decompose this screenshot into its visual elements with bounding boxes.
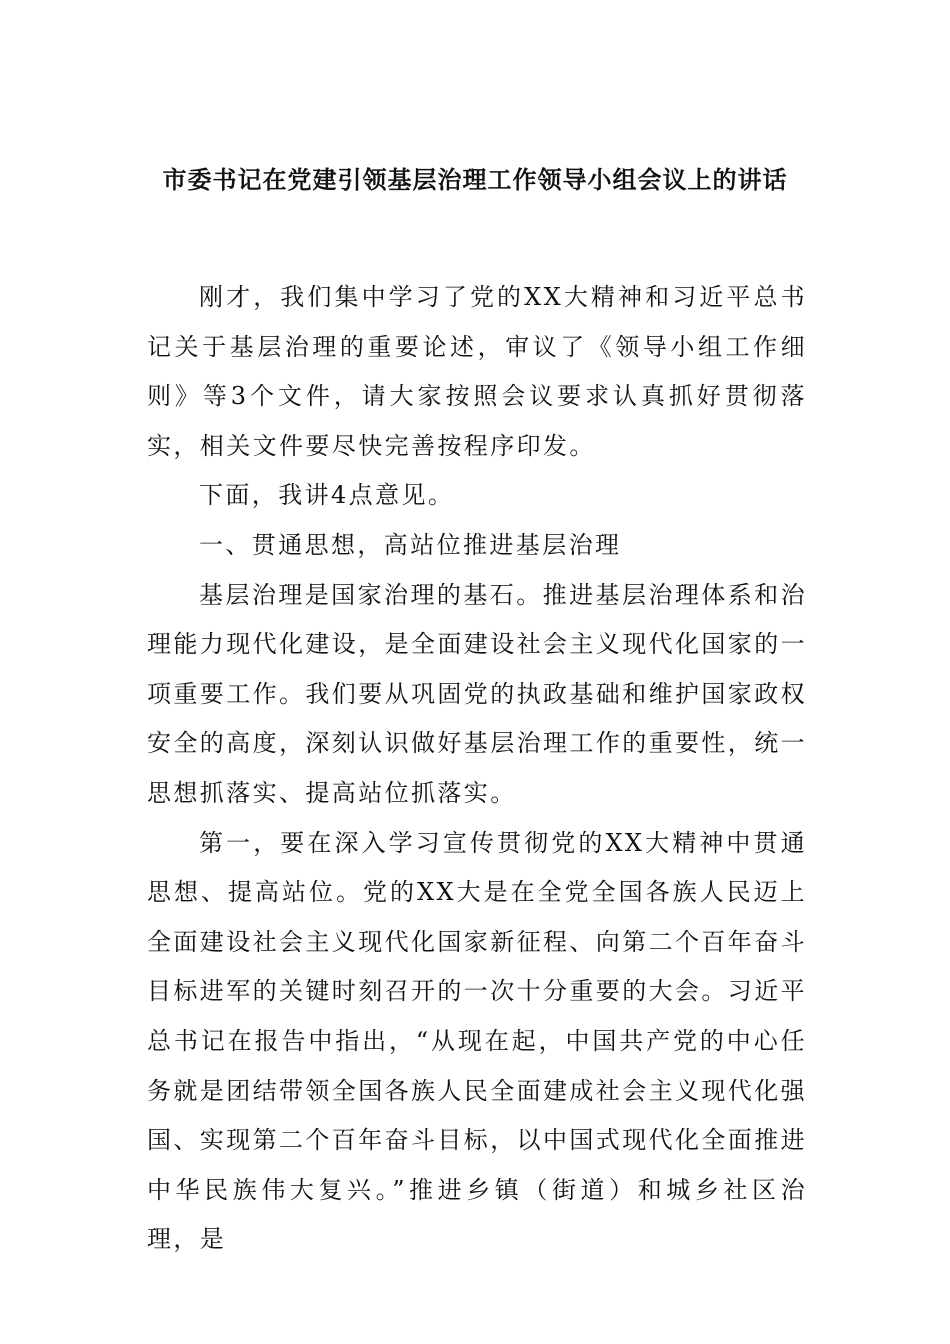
document-body [147, 273, 807, 1265]
paragraph-point-1: 第一，要在深入学习宣传贯彻党的XX大精神中贯通思想、提高站位。党的XX大是在全党全国各族人民迈上全面建设社会主义现代化国家新征程、向第二个百年奋斗目标进军的关键时刻召开的一次十分重要的大会。习近平总书记在报告中指出，“从现在起，中国共产党的中心任务就是团结带领全国各族人民全面建成社会主义现代化强国、实现第二个百年奋斗目标，以中国式现代化全面推进中华民族伟大复兴。”推进乡镇（街道）和城乡社区治理，是 [147, 828, 807, 1254]
paragraph-section-1-overview: 基层治理是国家治理的基石。推进基层治理体系和治理能力现代化建设，是全面建设社会主义现代化国家的一项重要工作。我们要从巩固党的执政基础和维护国家政权安全的高度，深刻认识做好基层治理工作的重要性，统一思想抓落实、提高站位抓落实。 [147, 580, 807, 807]
section-heading-1: 一、贯通思想，高站位推进基层治理 [199, 530, 622, 559]
document-title: 市委书记在党建引领基层治理工作领导小组会议上的讲话 [162, 166, 788, 194]
paragraph-intro: 刚才，我们集中学习了党的XX大精神和习近平总书记关于基层治理的重要论述，审议了《领导小组工作细则》等3个文件，请大家按照会议要求认真抓好贯彻落实，相关文件要尽快完善按程序印发。 [147, 283, 807, 460]
paragraph-outline: 下面，我讲4点意见。 [199, 481, 455, 510]
